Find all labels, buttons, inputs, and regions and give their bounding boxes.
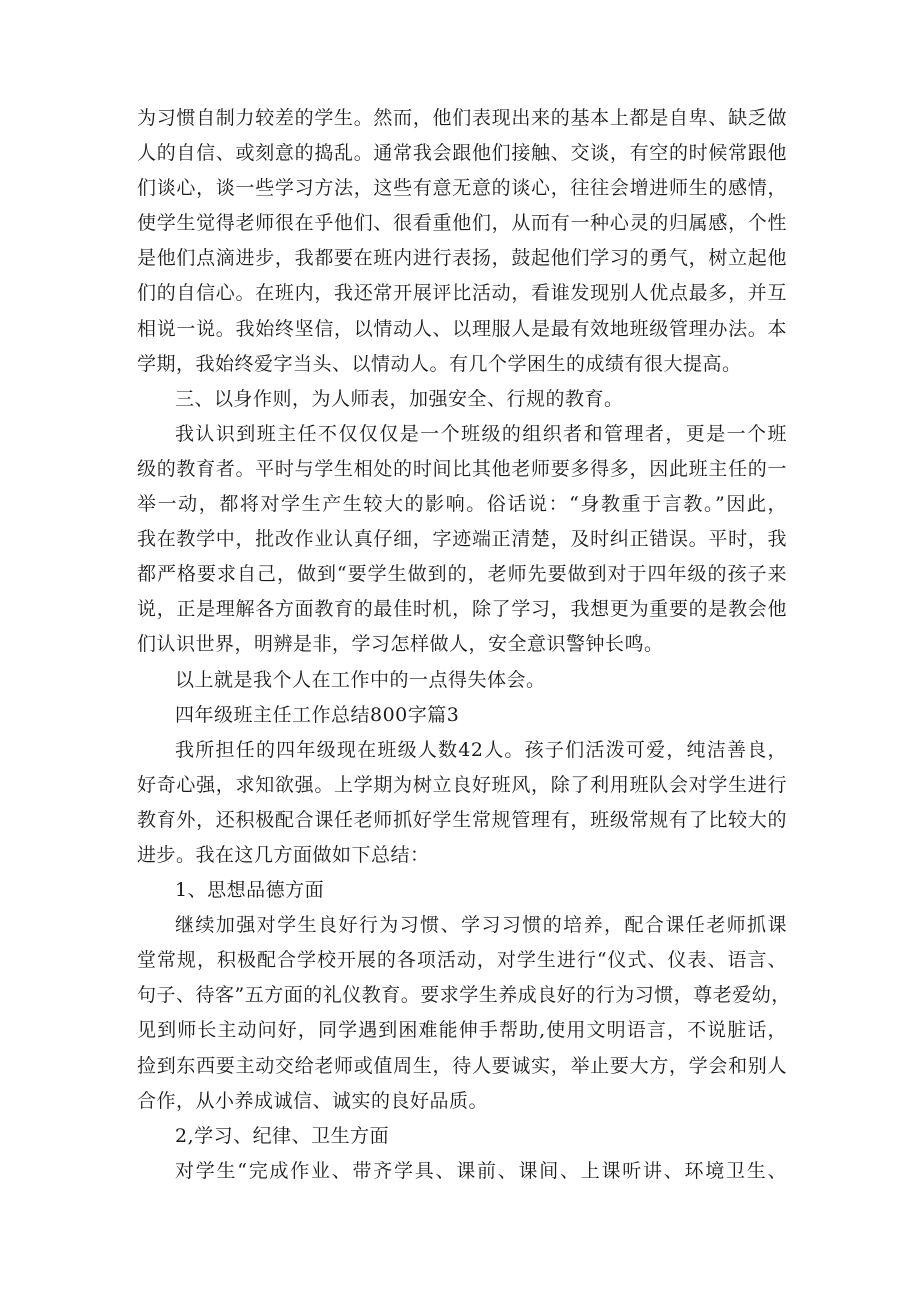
text-line: 都严格要求自己，做到“要学生做到的，老师先要做到对于四年级的孩子来: [137, 563, 787, 586]
text-line: 相说一说。我始终坚信，以情动人、以理服人是最有效地班级管理办法。本: [137, 317, 787, 340]
text-line: 们认识世界，明辨是非，学习怎样做人，安全意识警钟长鸣。: [137, 633, 664, 656]
text-line: 是他们点滴进步，我都要在班内进行表扬，鼓起他们学习的勇气，树立起他: [137, 247, 787, 270]
document-page: [137, 101, 791, 1189]
text-line: 使学生觉得老师很在乎他们、很看重他们，从而有一种心灵的归属感，个性: [137, 212, 787, 235]
text-line: 说，正是理解各方面教育的最佳时机，除了学习，我想更为重要的是教会他: [137, 598, 787, 621]
text-line: 2,学习、纪律、卫生方面: [175, 1124, 390, 1147]
text-line: 继续加强对学生良好行为习惯、学习习惯的培养，配合课任老师抓课: [175, 914, 787, 937]
text-line: 捡到东西要主动交给老师或值周生，待人要诚实，举止要大方，学会和别人: [137, 1054, 787, 1077]
text-line: 好奇心强，求知欲强。上学期为树立良好班风，除了利用班队会对学生进行: [137, 773, 787, 796]
text-line: 见到师长主动问好，同学遇到困难能伸手帮助,使用文明语言，不说脏话，: [137, 1019, 787, 1042]
text-line: 们谈心，谈一些学习方法，这些有意无意的谈心，往往会增进师生的感情，: [137, 177, 787, 200]
text-line: 我所担任的四年级现在班级人数42人。孩子们活泼可爱，纯洁善良，: [175, 738, 787, 761]
text-line: 我在教学中，批改作业认真仔细，字迹端正清楚，及时纠正错误。平时，我: [137, 528, 787, 551]
text-line: 们的自信心。在班内，我还常开展评比活动，看谁发现别人优点最多，并互: [137, 282, 787, 305]
text-line: 以上就是我个人在工作中的一点得失体会。: [175, 668, 546, 691]
text-line: 四年级班主任工作总结800字篇3: [175, 703, 460, 726]
text-line: 三、以身作则，为人师表，加强安全、行规的教育。: [175, 387, 624, 410]
text-line: 对学生“完成作业、带齐学具、课前、课间、上课听讲、环境卫生、: [175, 1159, 787, 1182]
text-line: 级的教育者。平时与学生相处的时间比其他老师要多得多，因此班主任的一: [137, 457, 787, 480]
text-line: 学期，我始终爱字当头、以情动人。有几个学困生的成绩有很大提高。: [137, 352, 742, 375]
text-line: 1、思想品德方面: [175, 879, 325, 902]
text-line: 合作，从小养成诚信、诚实的良好品质。: [137, 1089, 489, 1112]
text-line: 堂常规，积极配合学校开展的各项活动，对学生进行“仪式、仪表、语言、: [137, 949, 787, 972]
text-line: 教育外，还积极配合课任老师抓好学生常规管理有，班级常规有了比较大的: [137, 808, 787, 831]
text-line: 为习惯自制力较差的学生。然而，他们表现出来的基本上都是自卑、缺乏做: [137, 107, 787, 129]
text-line: 句子、待客”五方面的礼仪教育。要求学生养成良好的行为习惯，尊老爱幼，: [137, 984, 791, 1007]
text-line: 我认识到班主任不仅仅仅是一个班级的组织者和管理者，更是一个班: [175, 422, 787, 445]
text-line: 举一动，都将对学生产生较大的影响。俗话说：“身教重于言教。”因此，: [137, 493, 787, 516]
text-line: 进步。我在这几方面做如下总结：: [137, 843, 430, 866]
text-line: 人的自信、或刻意的捣乱。通常我会跟他们接触、交谈，有空的时候常跟他: [137, 142, 787, 165]
